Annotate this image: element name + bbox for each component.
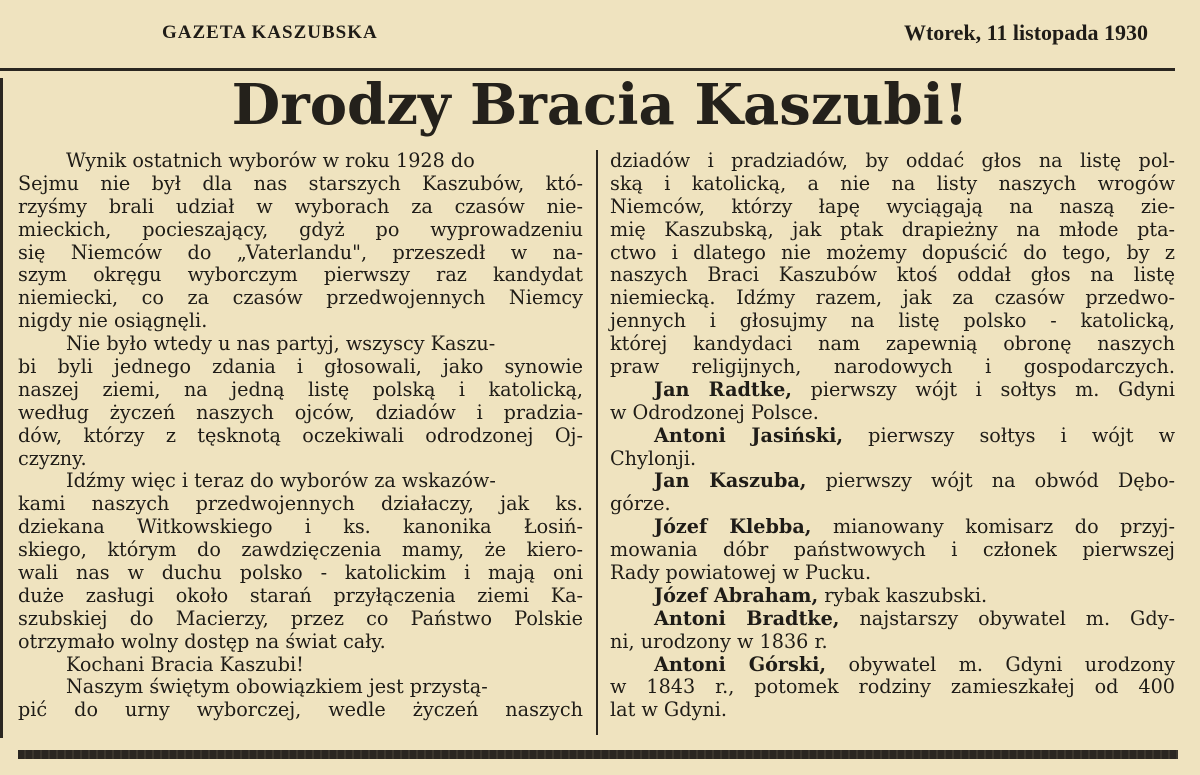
issue-date: Wtorek, 11 listopada 1930: [903, 20, 1148, 45]
page-header: [0, 20, 1200, 50]
signatory-line: [610, 585, 1175, 608]
text-line: dów, którzy z tęsknotą oczekiwali odrodzonej Oj-: [18, 423, 583, 447]
signatory-line: [610, 608, 1175, 631]
text-line: mieckich, pocieszający, gdyż po wyprowadzeniu: [18, 217, 583, 241]
text-line: się Niemców do „Vaterlandu", przeszedł w na-: [18, 240, 583, 264]
signatory-name: Jan Radtke,: [654, 377, 792, 401]
right-column: [610, 150, 1175, 722]
text-line: Niemców, którzy łapę wyciągają na naszą zie-: [610, 194, 1175, 218]
text-line: praw religijnych, narodowych i gospodarczych.: [610, 355, 1175, 379]
page-edge-rule: [0, 78, 3, 738]
signatory-line: [610, 470, 1175, 493]
signatory-name: Antoni Jasiński,: [654, 423, 844, 447]
text-line: szubskiej do Macierzy, przez co Państwo Polskie: [18, 606, 583, 630]
text-line: szym okręgu wyborczym pierwszy raz kandydat: [18, 263, 583, 287]
text-line: Idźmy więc i teraz do wyborów za wskazów-: [66, 469, 496, 493]
signatory-line: w Odrodzonej Polsce.: [610, 400, 819, 424]
text-line: naszej ziemi, na jedną listę polską i katolicką,: [18, 377, 583, 401]
text-line: otrzymało wolny dostęp na świat cały.: [18, 629, 386, 653]
text-line: Kochani Bracia Kaszubi!: [66, 652, 304, 676]
signatory-desc: mianowany komisarz do przyj-: [832, 515, 1175, 539]
headline: Drodzy Bracia Kaszubi!: [231, 72, 969, 138]
text-line: bi byli jednego zdania i głosowali, jako synowie: [18, 355, 583, 379]
text-line: czyzny.: [18, 446, 87, 470]
text-line: Naszym świętym obowiązkiem jest przystą-: [66, 675, 488, 699]
text-line: naszych Braci Kaszubów ktoś oddał głos na listę: [610, 263, 1175, 287]
text-line: skiego, którym do zawdzięczenia mamy, że kiero-: [18, 538, 583, 562]
signatory-line: mowania dóbr państwowych i członek pierwszej: [610, 538, 1175, 562]
text-line: jennych i głosujmy na listę polsko - katolicką,: [610, 309, 1175, 333]
signatory-line: [610, 379, 1175, 402]
text-line: Sejmu nie był dla nas starszych Kaszubów, któ-: [18, 171, 583, 195]
signatory-desc: pierwszy sołtys i wójt w: [868, 423, 1175, 447]
header-rule: [0, 68, 1175, 71]
text-line: niemiecki, co za czasów przedwojennych Niemcy: [18, 286, 583, 310]
signatory-name: Antoni Bradtke,: [654, 606, 840, 630]
text-line: rzyśmy brali udział w wyborach za czasów nie-: [18, 194, 583, 218]
signatory-line: [610, 654, 1175, 677]
text-line: ską i katolicką, a nie na listy naszych wrogów: [610, 171, 1175, 195]
text-line: której kandydaci nam zapewnią obronę naszych: [610, 332, 1175, 356]
text-line: ctwo i dlatego nie możemy dopuścić do tego, by z: [610, 240, 1175, 264]
text-line: duże zasługi około starań przyłączenia ziemi Ka-: [18, 583, 583, 607]
newspaper-name: GAZETA KASZUBSKA: [162, 22, 378, 43]
text-line: mię Kaszubską, jak ptak drapieżny na młode pta-: [610, 217, 1175, 241]
signatory-line: [610, 425, 1175, 448]
signatory-name: Józef Klebba,: [654, 515, 812, 539]
text-line: dziadów i pradziadów, by oddać głos na listę pol-: [610, 149, 1175, 172]
signatory-name: Józef Abraham,: [654, 583, 819, 607]
text-line: kami naszych przedwojennych działaczy, jak ks.: [18, 492, 583, 516]
bottom-rule: [18, 750, 1178, 759]
signatory-line: [610, 516, 1175, 539]
signatory-line: Chylonji.: [610, 446, 697, 470]
signatory-line: ni, urodzony w 1836 r.: [610, 629, 828, 653]
signatory-line: Rady powiatowej w Pucku.: [610, 561, 872, 585]
text-line: nigdy nie osiągnęli.: [18, 309, 208, 333]
signatory-desc: pierwszy wójt na obwód Dębo-: [825, 469, 1175, 493]
text-line: niemiecką. Idźmy razem, jak za czasów przedwo-: [610, 286, 1175, 310]
signatory-line: lat w Gdyni.: [610, 698, 727, 722]
text-line: Nie było wtedy u nas partyj, wszyscy Kaszu-: [66, 332, 496, 356]
text-line: według życzeń naszych ojców, dziadów i pradzia-: [18, 400, 583, 424]
signatory-name: Antoni Górski,: [654, 652, 827, 676]
text-line: dziekana Witkowskiego i ks. kanonika Łosiń-: [18, 515, 583, 539]
signatory-name: Jan Kaszuba,: [654, 469, 807, 493]
text-line: wali nas w duchu polsko - katolickim i mają oni: [18, 561, 583, 585]
text-line: pić do urny wyborczej, wedle życzeń naszych: [18, 698, 583, 722]
text-line: Wynik ostatnich wyborów w roku 1928 do: [66, 149, 475, 172]
signatory-line: w 1843 r., potomek rodziny zamieszkałej od 400: [610, 675, 1175, 699]
signatory-desc: obywatel m. Gdyni urodzony: [848, 652, 1175, 676]
signatory-desc: najstarszy obywatel m. Gdy-: [859, 606, 1175, 630]
signatory-desc: pierwszy wójt i sołtys m. Gdyni: [810, 377, 1175, 401]
signatory-desc: rybak kaszubski.: [824, 583, 988, 607]
signatory-line: górze.: [610, 492, 671, 516]
left-column: [18, 150, 583, 722]
column-divider: [596, 150, 598, 735]
